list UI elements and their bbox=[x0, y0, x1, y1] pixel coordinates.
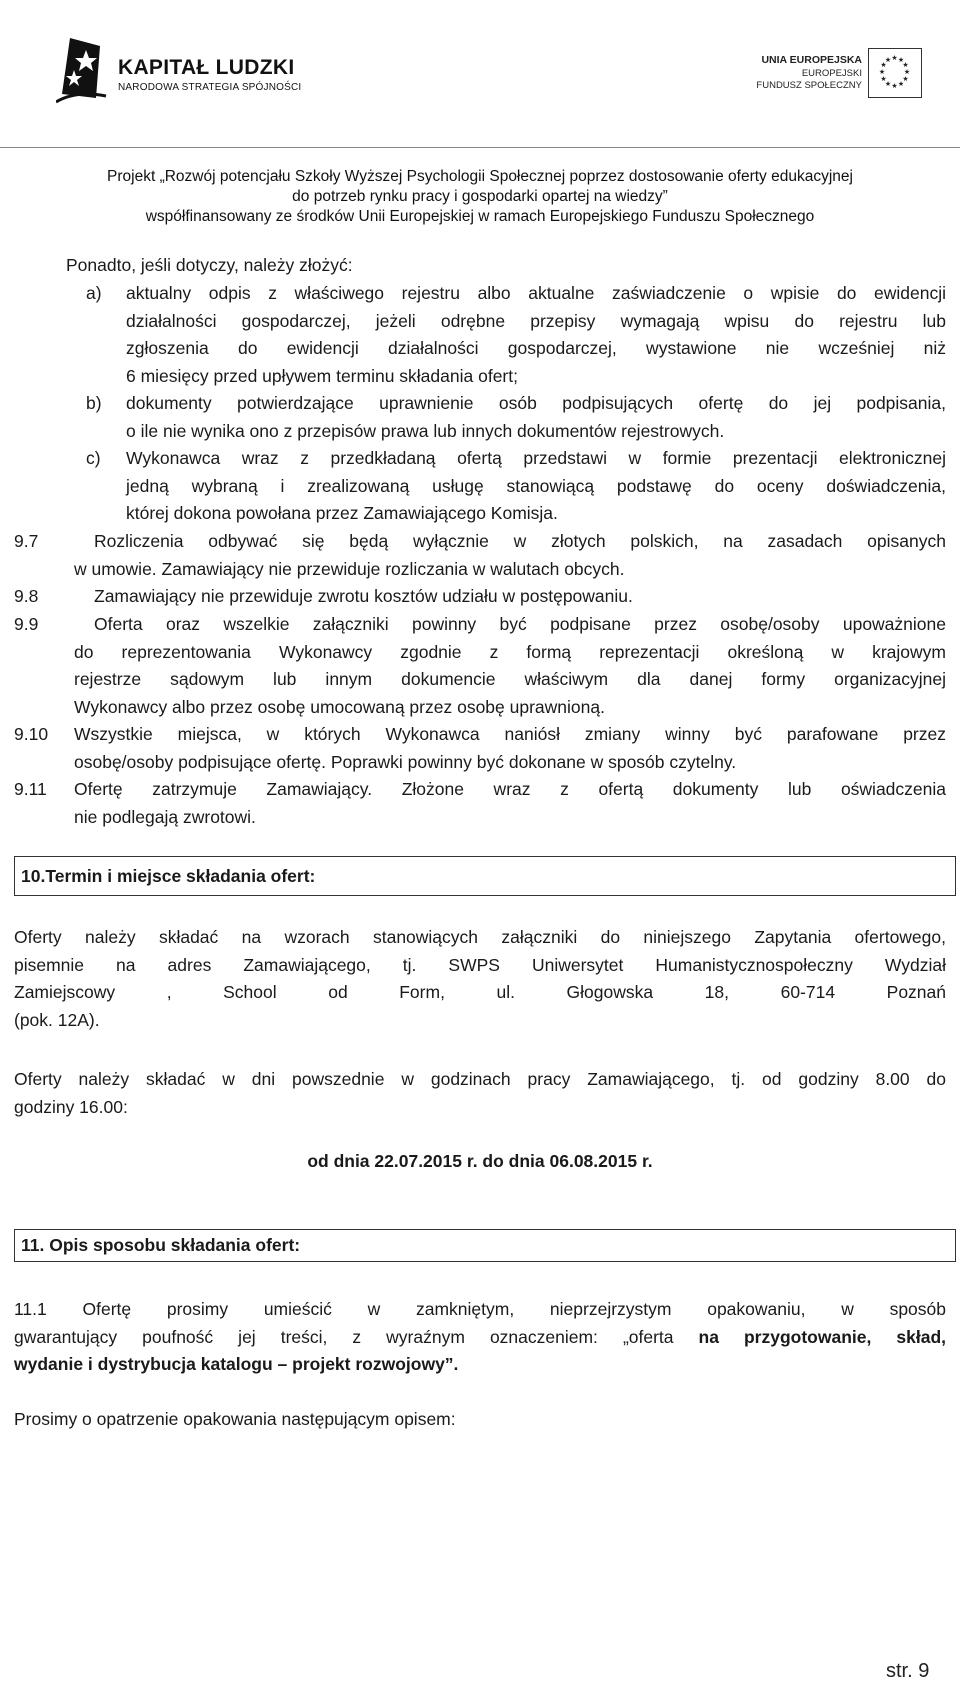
svg-text:★: ★ bbox=[884, 80, 892, 88]
item-a-marker: a) bbox=[86, 283, 102, 303]
section-11-heading: 11. Opis sposobu składania ofert: bbox=[14, 1229, 956, 1262]
svg-text:★: ★ bbox=[880, 61, 887, 69]
svg-text:★: ★ bbox=[880, 75, 887, 83]
point-9-8-text: Zamawiający nie przewiduje zwrotu kosztów udziału w postępowaniu. bbox=[94, 586, 633, 606]
point-9-11-text: Ofertę zatrzymuje Zamawiający. Złożone wraz z ofertą dokumenty lub oświadczenia nie podlegają zwrotowi. bbox=[74, 779, 946, 827]
section-10-para2: Oferty należy składać w dni powszednie w godzinach pracy Zamawiającego, tj. od godziny 8.00 do godziny 16.00: bbox=[14, 1069, 946, 1117]
eu-line2: EUROPEJSKI bbox=[801, 68, 862, 79]
logo-left-sub: NARODOWA STRATEGIA SPÓJNOŚCI bbox=[118, 82, 302, 93]
svg-text:★: ★ bbox=[891, 54, 898, 62]
project-title-line1: Projekt „Rozwój potencjału Szkoły Wyższej Psychologii Społecznej poprzez dostosowanie oferty edukacyjnej bbox=[107, 168, 853, 185]
section-10-dates: od dnia 22.07.2015 r. do dnia 06.08.2015 r. bbox=[307, 1151, 653, 1171]
point-9-10-text: Wszystkie miejsca, w których Wykonawca naniósł zmiany winny być parafowane przez osobę/osoby podpisujące ofertę. Poprawki powinny być dokonane w sposób czytelny. bbox=[74, 724, 946, 772]
point-9-9-number: 9.9 bbox=[14, 614, 39, 634]
section-10-heading: 10.Termin i miejsce składania ofert: bbox=[14, 856, 956, 896]
section-10-para1: Oferty należy składać na wzorach stanowiących załączniki do niniejszego Zapytania ofertowego, pisemnie na adres Zamawiającego, tj. SWPS Uniwersytet Humanistycznospołeczny Wydział Zamiejscowy , School od Form, ul. Głogowska 18, 60-714 Poznań (pok. 12A). bbox=[14, 927, 946, 1030]
logo-left-name: KAPITAŁ LUDZKI bbox=[118, 56, 295, 79]
section-11-para1: 11.1 Ofertę prosimy umieścić w zamkniętym, nieprzejrzystym opakowaniu, w sposób gwarantujący poufność jej treści, z wyraźnym oznaczeniem: „oferta na przygotowanie, skład, wydanie i dystrybucja katalogu – projekt rozwojowy”. bbox=[14, 1299, 946, 1375]
point-9-7-number: 9.7 bbox=[14, 531, 39, 551]
svg-text:★: ★ bbox=[897, 80, 905, 88]
svg-text:★: ★ bbox=[903, 68, 911, 76]
eu-line1: UNIA EUROPEJSKA bbox=[761, 54, 862, 66]
point-9-7-line1: Rozliczenia odbywać się będą wyłącznie w złotych polskich, na zasadach opisanych bbox=[94, 531, 946, 551]
point-9-9-rest: do reprezentowania Wykonawcy zgodnie z formą reprezentacji określoną w krajowym rejestrze sądowym lub innym dokumencie właściwym dla danej formy organizacyjnej Wykonawcy albo przez osobę umocowaną przez osobę uprawnioną. bbox=[74, 641, 946, 717]
item-c-marker: c) bbox=[86, 448, 101, 468]
point-9-11-number: 9.11 bbox=[14, 779, 47, 799]
eu-line3: FUNDUSZ SPOŁECZNY bbox=[756, 80, 862, 91]
svg-text:★: ★ bbox=[891, 82, 898, 90]
item-b-text: dokumenty potwierdzające uprawnienie osób podpisujących ofertę do jej podpisania, o ile nie wynika ono z przepisów prawa lub innych dokumentów rejestrowych. bbox=[126, 393, 946, 441]
svg-text:★: ★ bbox=[902, 61, 909, 69]
kapital-ludzki-emblem-icon bbox=[56, 36, 108, 106]
item-b-marker: b) bbox=[86, 393, 102, 413]
svg-text:★: ★ bbox=[884, 56, 892, 64]
point-9-7-line2: w umowie. Zamawiający nie przewiduje rozliczania w walutach obcych. bbox=[74, 558, 625, 579]
kapital-ludzki-logo bbox=[56, 36, 306, 106]
project-title-line2: do potrzeb rynku pracy i gospodarki opartej na wiedzy” bbox=[292, 188, 668, 205]
item-a-text: aktualny odpis z właściwego rejestru albo aktualne zaświadczenie o wpisie do ewidencji działalności gospodarczej, jeżeli odrębne przepisy wymagają wpisu do rejestru lub zgłoszenia do ewidencji działalności gospodarczej, wystawione nie wcześniej niż 6 miesięcy przed upływem terminu składania ofert; bbox=[126, 283, 946, 386]
point-9-8-number: 9.8 bbox=[14, 586, 39, 606]
point-9-9-line1: Oferta oraz wszelkie załączniki powinny być podpisane przez osobę/osoby upoważnione bbox=[94, 614, 946, 634]
svg-text:★: ★ bbox=[902, 75, 909, 83]
header-divider bbox=[0, 147, 960, 148]
point-9-10-number: 9.10 bbox=[14, 724, 49, 744]
item-c-text: Wykonawca wraz z przedkładaną ofertą przedstawi w formie prezentacji elektronicznej jedną wybraną i zrealizowaną usługę stanowiącą podstawę do oceny doświadczenia, której dokona powołana przez Zamawiającego Komisja. bbox=[126, 448, 946, 524]
svg-text:★: ★ bbox=[897, 56, 905, 64]
intro-text: Ponadto, jeśli dotyczy, należy złożyć: bbox=[66, 255, 353, 275]
svg-text:★: ★ bbox=[878, 68, 886, 76]
eu-flag-icon bbox=[868, 48, 922, 98]
section-11-para2: Prosimy o opatrzenie opakowania następującym opisem: bbox=[14, 1409, 456, 1429]
project-title-line3: współfinansowany ze środków Unii Europejskiej w ramach Europejskiego Funduszu Społecznego bbox=[145, 208, 815, 225]
page-number: str. 9 bbox=[886, 1660, 930, 1682]
eu-logo bbox=[740, 48, 922, 100]
